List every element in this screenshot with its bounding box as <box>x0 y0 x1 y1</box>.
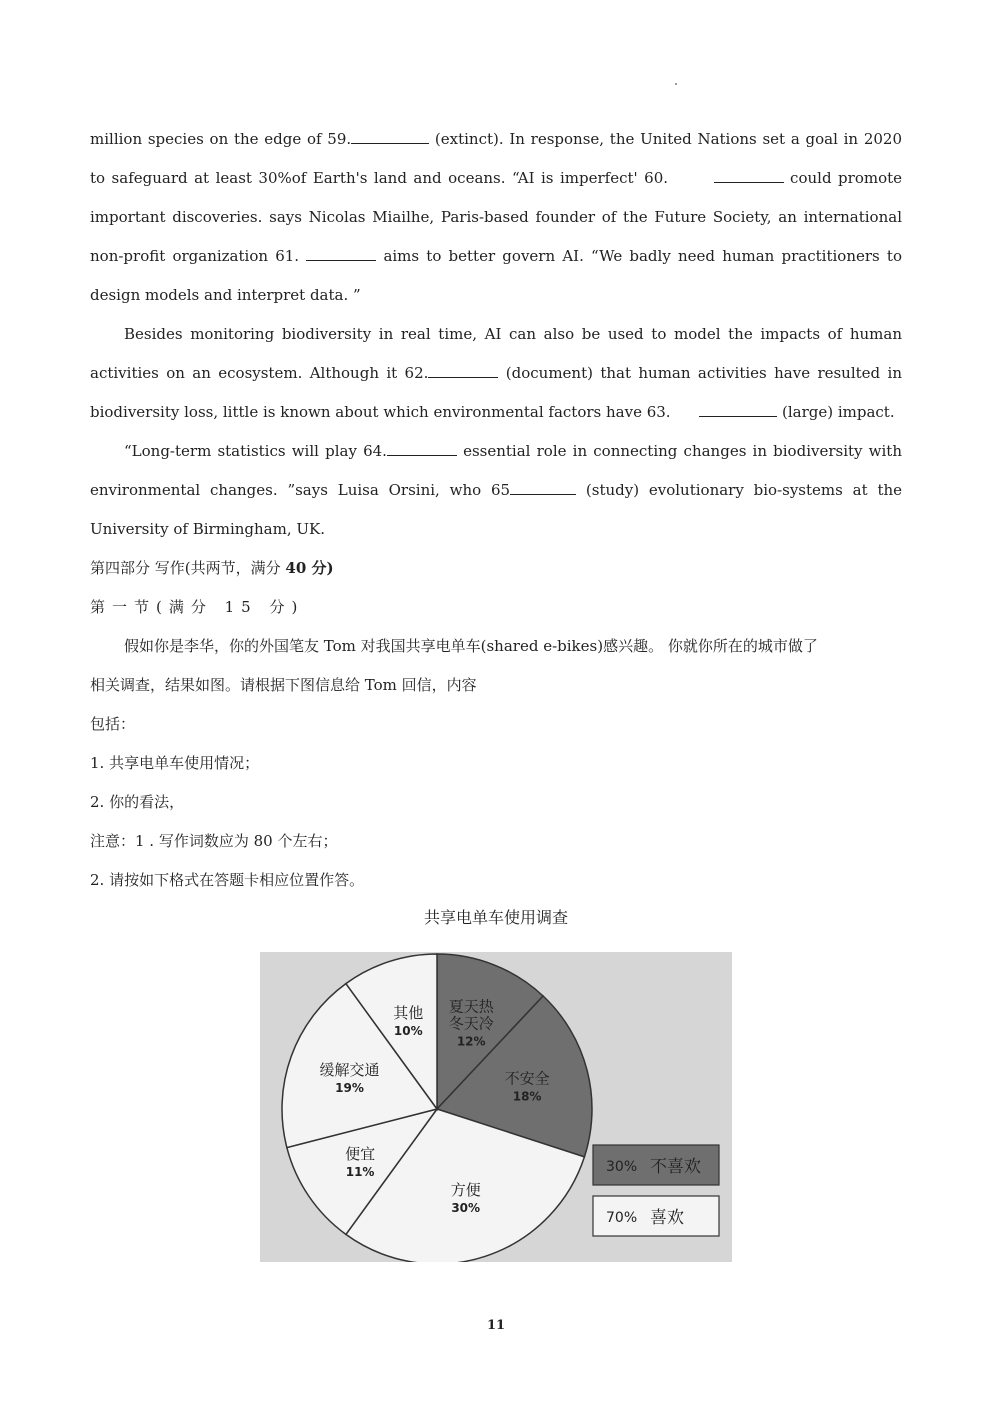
legend-percent: 30% <box>606 1159 638 1175</box>
p2-text-3: (large) impact. <box>777 403 895 421</box>
task-line-2: 相关调查，结果如图。请根据下图信息给 Tom 回信，内容 <box>90 676 477 694</box>
task-line-3: 包括： <box>90 715 136 733</box>
blank-64 <box>387 441 457 456</box>
pie-slice-percent: 18% <box>512 1089 542 1104</box>
pie-slice-percent: 19% <box>335 1081 364 1095</box>
figure-title: 共享电单车使用调查 <box>423 908 568 927</box>
paragraph-2 <box>90 315 902 432</box>
pie-slice-label: 夏天热 <box>448 997 494 1016</box>
paragraph-1 <box>90 120 902 315</box>
p3-text-2: essential role in connecting changes in biodiversity with environmental changes. ”says Luisa Orsini, who 65 <box>90 442 902 499</box>
pie-slice-label: 其他 <box>393 1004 424 1023</box>
p2-text-2: (document) that human activities have resulted in biodiversity loss, little is known about which environmental factors have 63. <box>90 364 902 421</box>
legend-label: 喜欢 <box>650 1208 684 1228</box>
section-heading-score: 40 <box>285 559 307 577</box>
legend-label: 不喜欢 <box>650 1157 701 1177</box>
paragraph-3 <box>90 432 902 549</box>
pie-slice-label: 方便 <box>450 1180 481 1199</box>
p3-text-3: (study) evolutionary bio-systems at the University of Birmingham, UK. <box>90 481 903 538</box>
scan-speck <box>675 83 677 85</box>
pie-slice-percent: 10% <box>393 1024 423 1039</box>
pie-slice-label: 缓解交通 <box>319 1061 380 1079</box>
page-body <box>90 120 902 900</box>
blank-59 <box>351 129 429 144</box>
p1-text-1: million species on the edge of 59. <box>90 130 352 148</box>
pie-slice-label: 不安全 <box>504 1069 550 1088</box>
legend-percent: 70% <box>606 1210 638 1226</box>
p2-text-1: Besides monitoring biodiversity in real time, AI can also be used to model the impacts of human activities on an ecosystem. Although it 62. <box>90 325 902 382</box>
p3-text-1: “Long-term statistics will play 64. <box>124 442 387 460</box>
survey-pie-chart <box>260 952 732 1262</box>
section-heading-part-c: 分) <box>306 559 334 577</box>
p1-text-3: could promote important discoveries. says Nicolas Miailhe, Paris-based founder of the Future Society, an international non-profit organization 61. <box>90 169 903 265</box>
pie-slice-percent: 30% <box>451 1200 481 1215</box>
blank-60 <box>714 168 784 183</box>
survey-figure <box>260 952 732 1262</box>
blank-65 <box>510 480 576 495</box>
blank-61 <box>306 246 376 261</box>
pie-slice-label: 冬天冷 <box>448 1014 494 1033</box>
task-note-1: 注意：1 . 写作词数应为 80 个左右； <box>90 832 338 850</box>
p1-text-2: (extinct). In response, the United Nations set a goal in 2020 to safeguard at least 30%of Earth's land and oceans. “AI is imperfect' 60. <box>90 130 902 187</box>
section-heading <box>90 549 902 588</box>
pie-slice-percent: 12% <box>456 1034 486 1049</box>
p1-text-4: aims to better govern AI. “We badly need human practitioners to design models and interpret data. ” <box>90 247 902 304</box>
task-note-2: 2. 请按如下格式在答题卡相应位置作答。 <box>90 871 365 889</box>
section-heading-part-a: 第四部分 写作(共两节，满分 <box>90 559 286 577</box>
pie-slice-percent: 11% <box>345 1164 375 1179</box>
page-number: 11 <box>486 1318 506 1333</box>
section-subheading: 第一节(满分 15 分) <box>90 598 305 616</box>
blank-62 <box>428 363 498 378</box>
blank-63 <box>699 402 777 417</box>
task-item-2: 2. 你的看法， <box>90 793 185 811</box>
pie-slice-label: 便宜 <box>345 1144 376 1163</box>
task-item-1: 1. 共享电单车使用情况； <box>90 754 260 772</box>
task-line-1: 假如你是李华，你的外国笔友 Tom 对我国共享电单车(shared e-bikes)感兴趣。 你就你所在的城市做了 <box>124 637 818 655</box>
